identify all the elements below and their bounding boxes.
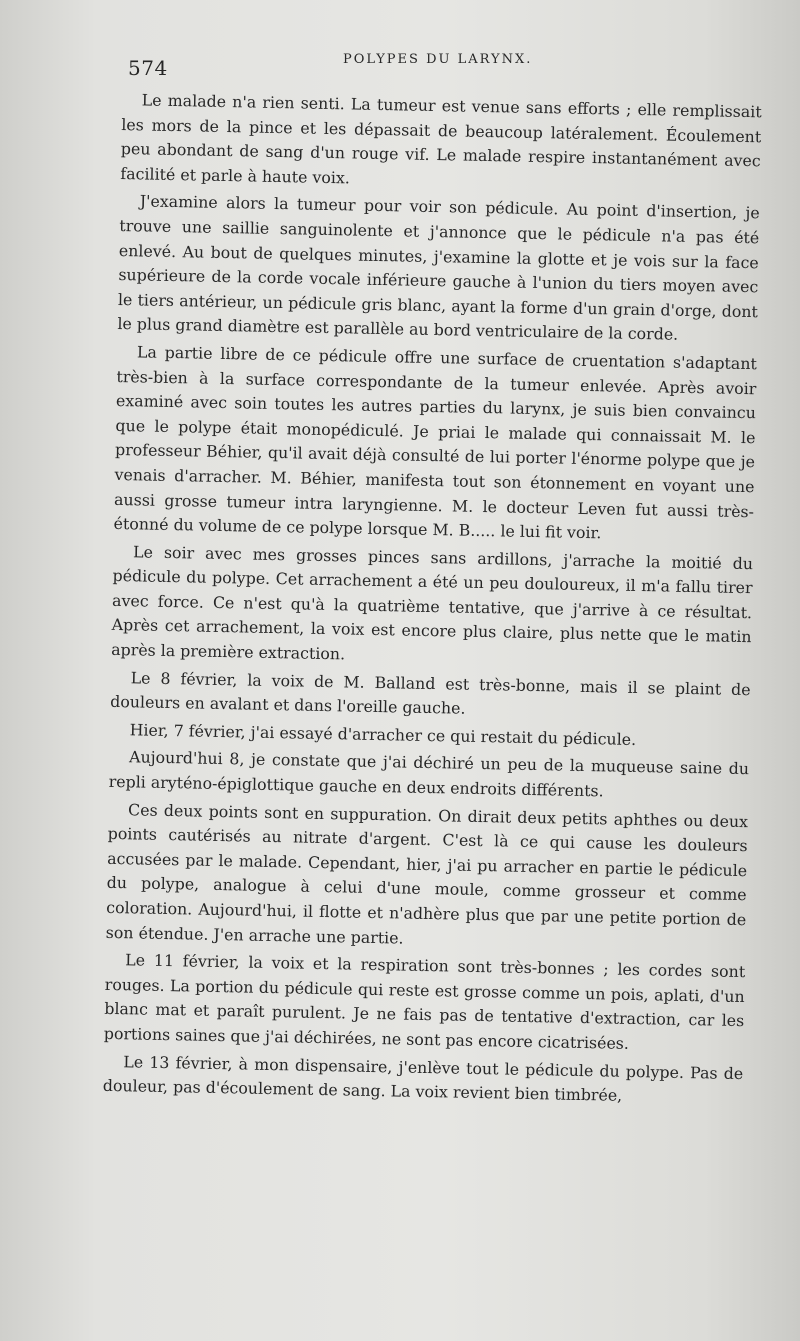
paragraph: Ces deux points sont en suppuration. On dirait deux petits aphthes ou deux points cautérisés au nitrate d'argent. C'est là ce qui cause les douleurs accusées par le malade. Cependant, hier, j'ai pu arracher en partie le pédicule du polype, analogue à celui d'une moule, comme grosseur et comme coloration. Aujourd'hui, il flotte et n'adhère plus que par une petite portion de son étendue. J'en arrache une partie. [105, 799, 749, 948]
running-title: POLYPES DU LARYNX. [343, 52, 533, 67]
paragraph: J'examine alors la tumeur pour voir son pédicule. Au point d'insertion, je trouve une saillie sanguinolente et j'annonce que le pédicule n'a pas été enlevé. Au bout de quelques minutes, j'examine la glotte et je vois sur la face supérieure de la corde vocale inférieure gauche à l'union du tiers moyen avec le tiers antérieur, un pédicule gris blanc, ayant la forme d'un grain d'orge, dont le plus grand diamètre est parallèle au bord ventriculaire de la corde. [117, 191, 760, 345]
page-header [128, 50, 768, 82]
paragraph: Le soir avec mes grosses pinces sans ardillons, j'arrache la moitié du pédicule du polype. Cet arrachement a été un peu douloureux, il m'a fallu tirer avec force. Ce n'est qu'à la quatrième tentative, que j'arrive à ce résultat. Après cet arrachement, la voix est encore plus claire, plus nette que le matin après la première extraction. [111, 541, 754, 664]
paragraph: Le 13 février, à mon dispensaire, j'enlève tout le pédicule du polype. Pas de douleur, pas d'écoulement de sang. La voix revient bien timbrée, [102, 1051, 744, 1105]
paragraph: Hier, 7 février, j'ai essayé d'arracher ce qui restait du pédicule. [129, 720, 637, 749]
paragraph: Le 8 février, la voix de M. Balland est très-bonne, mais il se plaint de douleurs en avalant et dans l'oreille gauche. [110, 667, 751, 718]
paragraph: Le malade n'a rien senti. La tumeur est venue sans efforts ; elle remplissait les mors de la pince et les dépassait de beaucoup latéralement. Écoulement peu abondant de sang d'un rouge vif. Le malade respire instantanément avec facilité et parle à haute voix. [120, 90, 762, 188]
body-text [103, 88, 762, 1114]
paragraph: La partie libre de ce pédicule offre une surface de cruentation s'adaptant très-bien à la surface correspondante de la tumeur enlevée. Après avoir examiné avec soin toutes les autres parties du larynx, je suis bien convaincu que le polype était monopédiculé. Je priai le malade qui connaissait M. le professeur Béhier, qu'il avait déjà consulté de lui porter l'énorme polype que je venais d'arracher. M. Béhier, manifesta tout son étonnement en voyant une aussi grosse tumeur intra laryngienne. M. le docteur Leven fut aussi très-étonné du volume de ce polype lorsque M. B..... le lui fit voir. [113, 342, 758, 543]
paragraph: Le 11 février, la voix et la respiration sont très-bonnes ; les cordes sont rouges. La portion du pédicule qui reste est grosse comme un pois, aplati, d'un blanc mat et paraît purulent. Je ne fais pas de tentative d'extraction, car les portions saines que j'ai déchirées, ne sont pas encore cicatrisées. [103, 950, 746, 1053]
page-number: 574 [128, 56, 168, 80]
paragraph: Aujourd'hui 8, je constate que j'ai déchiré un peu de la muqueuse saine du repli aryténo-épiglottique gauche en deux endroits différents. [108, 747, 750, 801]
